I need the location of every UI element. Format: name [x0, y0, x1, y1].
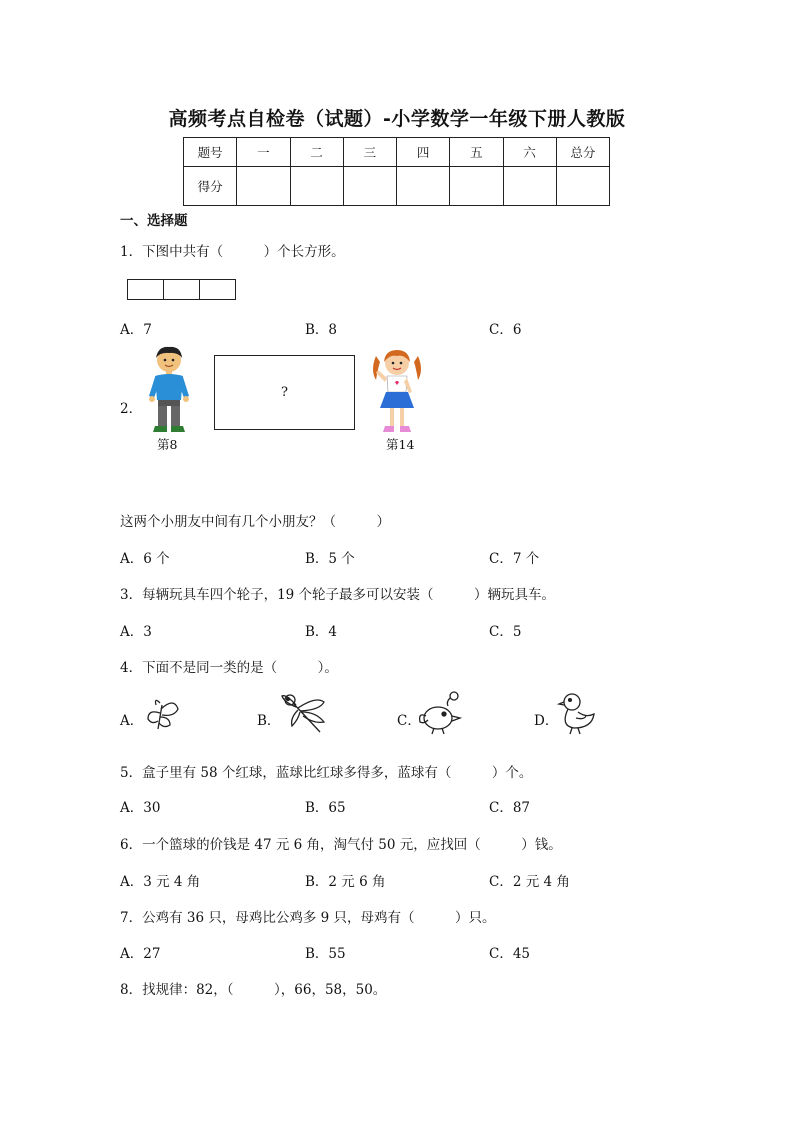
question-4-text: 4．下面不是同一类的是（ ）。 [120, 660, 338, 676]
q5-option-b[interactable]: B．65 [305, 800, 346, 816]
question-2-number: 2． [120, 401, 143, 417]
q2-option-c[interactable]: C．7 个 [489, 551, 540, 567]
q4-option-c[interactable]: C． [397, 713, 421, 729]
score-table-header-row [184, 138, 610, 167]
rectangle-cell [199, 279, 236, 300]
score-header-cell: 五 [450, 138, 503, 167]
score-header-cell: 一 [237, 138, 290, 167]
boy-icon [145, 346, 193, 434]
score-table-score-row [184, 167, 610, 206]
question-7-text: 7．公鸡有 36 只，母鸡比公鸡多 9 只，母鸡有（ ）只。 [120, 910, 496, 926]
q7-option-b[interactable]: B．55 [305, 946, 346, 962]
question-8-text: 8．找规律：82，（ ），66，58，50。 [120, 982, 387, 998]
score-cell[interactable] [237, 167, 290, 206]
q6-option-a[interactable]: A．3 元 4 角 [120, 874, 201, 890]
score-cell[interactable] [556, 167, 609, 206]
score-cell[interactable] [343, 167, 396, 206]
q6-option-b[interactable]: B．2 元 6 角 [305, 874, 386, 890]
score-cell[interactable] [290, 167, 343, 206]
score-header-cell: 四 [397, 138, 450, 167]
butterfly-icon [140, 695, 184, 735]
q3-option-b[interactable]: B．4 [305, 624, 338, 640]
score-table [183, 137, 610, 206]
rectangle-cell [127, 279, 164, 300]
q4-option-b[interactable]: B． [257, 713, 281, 729]
q5-option-a[interactable]: A．30 [120, 800, 161, 816]
q6-option-c[interactable]: C．2 元 4 角 [489, 874, 570, 890]
section-heading: 一、选择题 [120, 213, 188, 229]
girl-icon [370, 348, 424, 434]
question-mark: ? [281, 385, 288, 400]
rectangle-cell [163, 279, 200, 300]
page-title: 高频考点自检卷（试题）-小学数学一年级下册人教版 [168, 108, 626, 130]
q1-option-c[interactable]: C．6 [489, 322, 522, 338]
hidden-children-box [214, 355, 355, 430]
score-cell[interactable] [503, 167, 556, 206]
question-1-text: 1．下图中共有（ ）个长方形。 [120, 244, 345, 260]
boy-caption: 第8 [157, 437, 178, 452]
question-2-text: 这两个小朋友中间有几个小朋友？（ ） [120, 514, 390, 530]
girl-caption: 第14 [386, 437, 415, 452]
score-header-cell: 六 [503, 138, 556, 167]
question-6-text: 6．一个篮球的价钱是 47 元 6 角，淘气付 50 元，应找回（ ）钱。 [120, 837, 562, 853]
dragonfly-icon [276, 690, 332, 740]
q7-option-c[interactable]: C．45 [489, 946, 531, 962]
q2-option-b[interactable]: B．5 个 [305, 551, 355, 567]
q4-option-d[interactable]: D． [534, 713, 559, 729]
score-cell[interactable] [450, 167, 503, 206]
question-5-text: 5．盒子里有 58 个红球，蓝球比红球多得多，蓝球有（ ）个。 [120, 765, 533, 781]
q7-option-a[interactable]: A．27 [120, 946, 161, 962]
q3-option-c[interactable]: C．5 [489, 624, 522, 640]
q2-option-a[interactable]: A．6 个 [120, 551, 170, 567]
score-header-cell: 三 [343, 138, 396, 167]
score-header-cell: 总分 [556, 138, 609, 167]
score-header-cell: 题号 [184, 138, 237, 167]
q1-option-a[interactable]: A．7 [120, 322, 152, 338]
score-cell[interactable] [397, 167, 450, 206]
q5-option-c[interactable]: C．87 [489, 800, 531, 816]
rectangles-figure [128, 279, 236, 299]
chick-icon [556, 690, 598, 738]
bird-icon [416, 688, 468, 740]
score-row-label: 得分 [184, 167, 237, 206]
q3-option-a[interactable]: A．3 [120, 624, 152, 640]
q4-option-a[interactable]: A． [120, 713, 144, 729]
score-header-cell: 二 [290, 138, 343, 167]
question-3-text: 3．每辆玩具车四个轮子，19 个轮子最多可以安装（ ）辆玩具车。 [120, 587, 556, 603]
q1-option-b[interactable]: B．8 [305, 322, 338, 338]
